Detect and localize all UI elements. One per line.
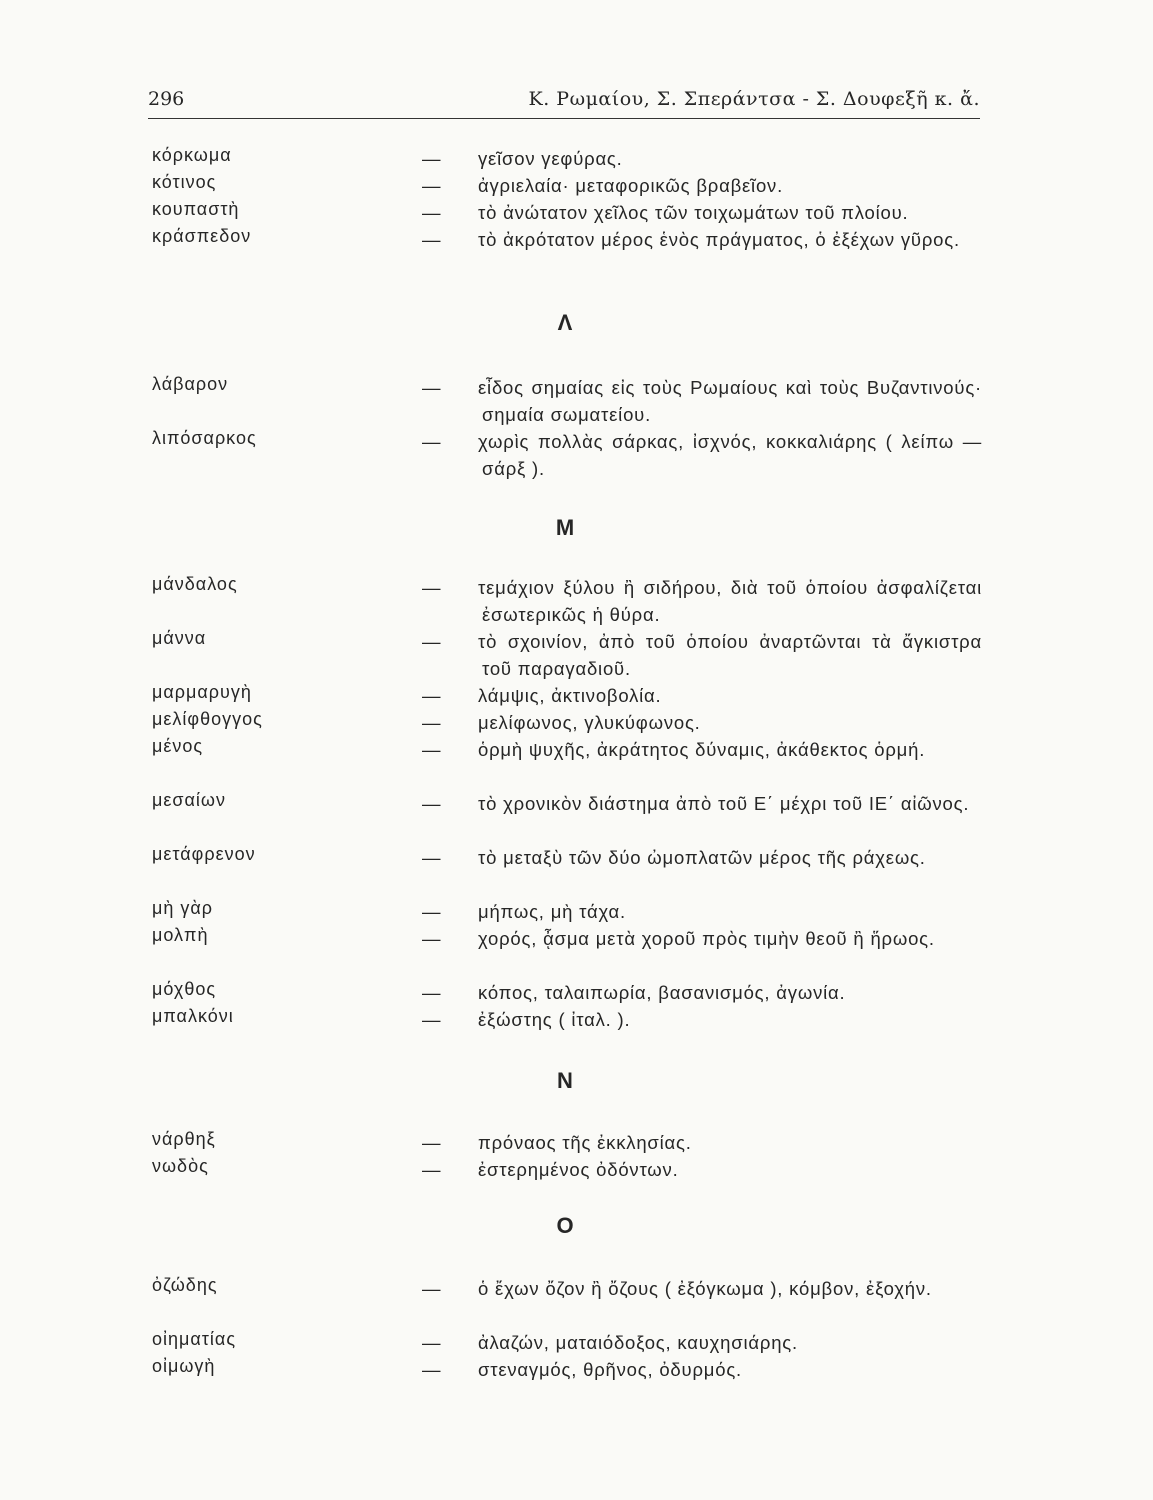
entry-dash: — bbox=[422, 1132, 442, 1153]
entry-definition-text: ἀλαζών, ματαιόδοξος, καυχησιάρης. bbox=[478, 1332, 798, 1353]
entry-definition bbox=[422, 1006, 982, 1033]
entry-term: μελίφθογγος bbox=[152, 709, 263, 729]
section-letter: Μ bbox=[555, 515, 575, 540]
entry-dash: — bbox=[422, 847, 442, 868]
entry-definition-text: ἐξώστης ( ἰταλ. ). bbox=[478, 1009, 631, 1030]
entry-definition bbox=[422, 736, 982, 763]
entry-term: κράσπεδον bbox=[152, 226, 252, 246]
entry-definition bbox=[422, 709, 982, 736]
entry-definition-text: ἀγριελαία· μεταφορικῶς βραβεῖον. bbox=[478, 175, 784, 196]
entry-definition bbox=[422, 428, 982, 482]
entry-definition-text: τὸ χρονικὸν διάστημα ἀπὸ τοῦ Ε΄ μέχρι τοῦ ΙΕ΄ αἰῶνος. bbox=[478, 793, 970, 814]
entry-term: μαρμαρυγὴ bbox=[152, 682, 252, 702]
entry-definition-text: λάμψις, ἀκτινοβολία. bbox=[478, 685, 662, 706]
entry-dash: — bbox=[422, 1159, 442, 1180]
entry-term: λιπόσαρκος bbox=[152, 428, 257, 448]
entry-dash: — bbox=[422, 631, 442, 652]
entry-term: ὀζώδης bbox=[152, 1275, 218, 1295]
entry-term: μολπὴ bbox=[152, 925, 209, 945]
entry-dash: — bbox=[422, 685, 442, 706]
entry-definition-text: χωρὶς πολλὰς σάρκας, ἰσχνός, κοκκαλιάρης ( λείπω — σάρξ ). bbox=[478, 431, 982, 479]
section-letter: Ν bbox=[557, 1068, 573, 1093]
entry-term: νάρθηξ bbox=[152, 1129, 216, 1149]
entry-dash: — bbox=[422, 431, 442, 452]
page-number: 296 bbox=[148, 88, 185, 110]
entry-term: λάβαρον bbox=[152, 374, 229, 394]
entry-definition-text: τεμάχιον ξύλου ἢ σιδήρου, διὰ τοῦ ὁποίου ἀσφαλίζεται ἐσωτερικῶς ἡ θύρα. bbox=[478, 577, 982, 625]
entry-term: μεσαίων bbox=[152, 790, 226, 810]
entry-dash: — bbox=[422, 982, 442, 1003]
entry-dash: — bbox=[422, 712, 442, 733]
entry-definition-text: τὸ ἀκρότατον μέρος ἑνὸς πράγματος, ὁ ἐξέχων γῦρος. bbox=[478, 229, 960, 250]
entry-definition bbox=[422, 145, 982, 172]
entry-term: μένος bbox=[152, 736, 204, 756]
entry-definition bbox=[422, 898, 982, 925]
entry-definition bbox=[422, 226, 982, 253]
entry-definition bbox=[422, 925, 982, 952]
entry-definition-text: ἐστερημένος ὀδόντων. bbox=[478, 1159, 679, 1180]
entry-definition bbox=[422, 374, 982, 428]
entry-definition bbox=[422, 1329, 982, 1356]
entry-term: νωδὸς bbox=[152, 1156, 209, 1176]
page-header bbox=[148, 88, 980, 119]
entry-dash: — bbox=[422, 577, 442, 598]
entry-definition bbox=[422, 574, 982, 628]
entry-definition-text: πρόναος τῆς ἐκκλησίας. bbox=[478, 1132, 692, 1153]
entry-term: μὴ γὰρ bbox=[152, 898, 214, 918]
entry-definition-text: ὁρμὴ ψυχῆς, ἀκράτητος δύναμις, ἀκάθεκτος ὁρμή. bbox=[478, 739, 926, 760]
entry-definition-text: τὸ μεταξὺ τῶν δύο ὠμοπλατῶν μέρος τῆς ράχεως. bbox=[478, 847, 926, 868]
entry-dash: — bbox=[422, 1009, 442, 1030]
entry-dash: — bbox=[422, 1278, 442, 1299]
entry-term: μπαλκόνι bbox=[152, 1006, 234, 1026]
entry-term: μόχθος bbox=[152, 979, 217, 999]
entry-definition bbox=[422, 790, 982, 817]
entry-term: κόρκωμα bbox=[152, 145, 232, 165]
entry-term: κότινος bbox=[152, 172, 217, 192]
entry-dash: — bbox=[422, 739, 442, 760]
entry-dash: — bbox=[422, 901, 442, 922]
entry-definition-text: τὸ σχοινίον, ἀπὸ τοῦ ὁποίου ἀναρτῶνται τὰ ἄγκιστρα τοῦ παραγαδιοῦ. bbox=[478, 631, 982, 679]
entry-term: μάνδαλος bbox=[152, 574, 238, 594]
entry-term: μάννα bbox=[152, 628, 207, 648]
entry-term: κουπαστὴ bbox=[152, 199, 240, 219]
entry-definition-text: μελίφωνος, γλυκύφωνος. bbox=[478, 712, 701, 733]
entry-definition-text: ὁ ἔχων ὄζον ἢ ὄζους ( ἐξόγκωμα ), κόμβον, ἐξοχήν. bbox=[478, 1278, 932, 1299]
entry-definition-text: στεναγμός, θρῆνος, ὀδυρμός. bbox=[478, 1359, 742, 1380]
entry-definition bbox=[422, 1156, 982, 1183]
entry-dash: — bbox=[422, 175, 442, 196]
entry-term: οἰηματίας bbox=[152, 1329, 236, 1349]
entry-definition bbox=[422, 172, 982, 199]
entry-definition bbox=[422, 199, 982, 226]
entry-definition bbox=[422, 628, 982, 682]
entry-dash: — bbox=[422, 148, 442, 169]
entry-term: οἰμωγὴ bbox=[152, 1356, 216, 1376]
entry-dash: — bbox=[422, 928, 442, 949]
entry-definition bbox=[422, 1275, 982, 1302]
entry-term: μετάφρενον bbox=[152, 844, 256, 864]
entry-definition-text: κόπος, ταλαιπωρία, βασανισμός, ἀγωνία. bbox=[478, 982, 846, 1003]
entry-definition-text: γεῖσον γεφύρας. bbox=[478, 148, 623, 169]
entry-definition bbox=[422, 1356, 982, 1383]
entry-definition-text: μήπως, μὴ τάχα. bbox=[478, 901, 626, 922]
entry-definition-text: εἶδος σημαίας εἰς τοὺς Ρωμαίους καὶ τοὺς Βυζαντινούς· σημαία σωματείου. bbox=[478, 377, 982, 425]
entry-definition-text: χορός, ᾆσμα μετὰ χοροῦ πρὸς τιμὴν θεοῦ ἢ ἥρωος. bbox=[478, 928, 935, 949]
entry-definition bbox=[422, 844, 982, 871]
entry-definition-text: τὸ ἀνώτατον χεῖλος τῶν τοιχωμάτων τοῦ πλοίου. bbox=[478, 202, 909, 223]
entry-dash: — bbox=[422, 793, 442, 814]
entry-dash: — bbox=[422, 1359, 442, 1380]
entry-dash: — bbox=[422, 1332, 442, 1353]
entry-dash: — bbox=[422, 229, 442, 250]
section-letter: Λ bbox=[557, 310, 573, 335]
running-head: Κ. Ρωμαίου, Σ. Σπεράντσα - Σ. Δουφεξῆ κ. ἄ. bbox=[528, 88, 980, 110]
entry-dash: — bbox=[422, 202, 442, 223]
entry-dash: — bbox=[422, 377, 442, 398]
entry-definition bbox=[422, 682, 982, 709]
section-letter: Ο bbox=[556, 1213, 574, 1238]
entry-definition bbox=[422, 1129, 982, 1156]
entry-definition bbox=[422, 979, 982, 1006]
